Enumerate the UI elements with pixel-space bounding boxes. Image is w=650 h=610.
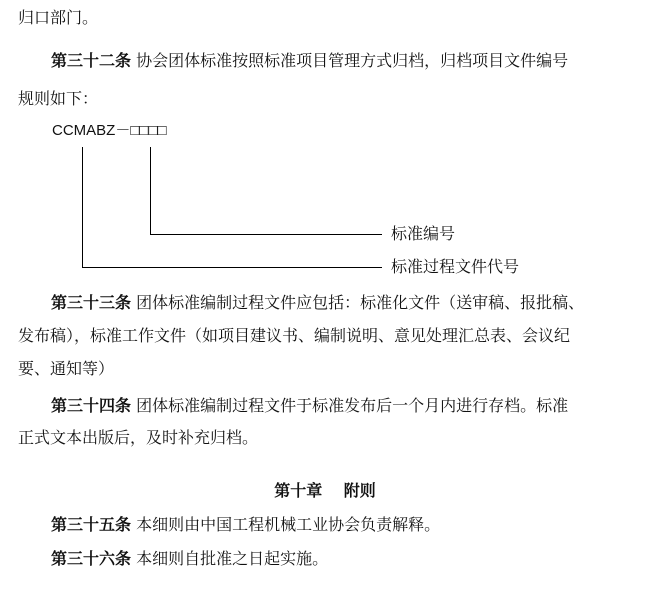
article-33-text-1: 团体标准编制过程文件应包括：标准化文件（送审稿、报批稿、 [136, 293, 585, 312]
article-33-label: 第三十三条 [51, 293, 132, 312]
article-35-label: 第三十五条 [51, 515, 132, 534]
article-33-line-3: 要、通知等） [18, 359, 115, 378]
article-32-text-1: 协会团体标准按照标准项目管理方式归档，归档项目文件编号 [136, 51, 569, 70]
article-35-text: 本细则由中国工程机械工业协会负责解释。 [136, 515, 441, 534]
file-number-code: CCMABZ－□□□□ [52, 122, 167, 139]
article-34-line-1 [51, 396, 568, 416]
article-36-line [51, 549, 328, 569]
article-34-line-2: 正式文本出版后，及时补充归档。 [18, 428, 259, 447]
article-33-line-1 [51, 293, 584, 313]
label-process-file-code: 标准过程文件代号 [391, 257, 520, 276]
bracket-vertical-number [150, 147, 151, 235]
bracket-horizontal-number [150, 234, 382, 235]
article-36-label: 第三十六条 [51, 549, 132, 568]
article-34-text-1: 团体标准编制过程文件于标准发布后一个月内进行存档。标准 [136, 396, 569, 415]
article-33-line-2: 发布稿），标准工作文件（如项目建议书、编制说明、意见处理汇总表、会议纪 [18, 326, 571, 345]
article-36-text: 本细则自批准之日起实施。 [136, 549, 329, 568]
chapter-heading: 第十章 附则 [274, 481, 376, 500]
article-32-label: 第三十二条 [51, 51, 132, 70]
article-35-line [51, 515, 440, 535]
article-32-line-2: 规则如下： [18, 89, 99, 108]
bracket-vertical-process [82, 147, 83, 268]
label-standard-number: 标准编号 [391, 224, 456, 243]
bracket-horizontal-process [82, 267, 382, 268]
article-32-line-1 [51, 51, 568, 71]
continuation-text: 归口部门。 [18, 8, 99, 27]
article-34-label: 第三十四条 [51, 396, 132, 415]
